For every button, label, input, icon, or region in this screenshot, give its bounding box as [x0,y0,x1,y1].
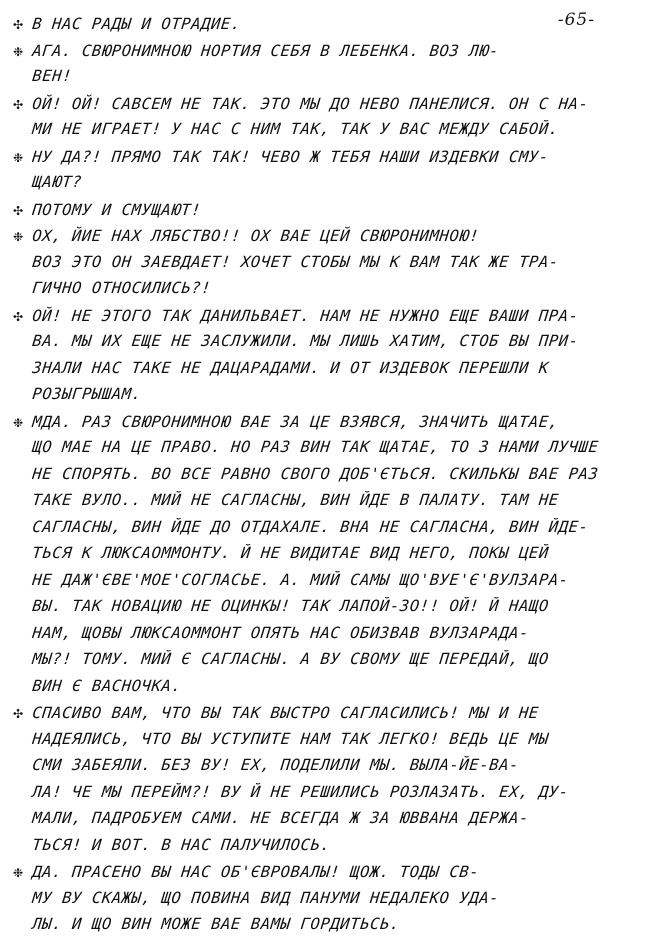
manuscript-line [7,41,615,68]
manuscript-line [7,889,615,916]
manuscript-line [7,465,615,492]
line-text: ВИН Є ВАСНОЧКА. [31,676,183,695]
manuscript-line [7,359,615,386]
manuscript-line [7,624,615,651]
line-text: МДА. РАЗ СВЮРОНИМНОЮ ВАЕ ЗА ЦЕ ВЗЯВСЯ, ЗНАЧИТЬ ЩАТАЕ, [31,412,560,431]
manuscript-line [7,915,615,942]
line-text: НАМ, ЩОВЫ ЛЮКСАОММОНТ ОПЯТЬ НАС ОБИЗВАВ ВУЛЗАРАДА- [31,623,530,642]
line-text: СПАСИВО ВАМ, ЧТО ВЫ ТАК ВЫСТРО САГЛАСИЛИСЬ! МЫ И НЕ [31,704,540,722]
manuscript-line [7,809,615,836]
line-text: СМИ ЗАБЕЯЛИ. БЕЗ ВУ! ЕХ, ПОДЕЛИЛИ МЫ. ВЫЛА-ЙЕ-ВА- [31,756,521,774]
line-text: ТЬСЯ! И ВОТ. В НАС ПАЛУЧИЛОСЬ. [31,835,332,854]
cross-bullet-icon: ✣ [13,305,24,325]
line-text: ВЫ. ТАК НОВАЦИЮ НЕ ОЦИНКЫ! ТАК ЛАПОЙ-ЗО!! ОЙ! Й НАЩО [31,597,550,615]
flower-bullet-icon: ❉ [13,146,24,166]
line-text: АГА. СВЮРОНИМНОЮ НОРТИЯ СЕБЯ В ЛЕБЕНКА. ВОЗ ЛЮ- [31,41,501,60]
line-text: МАЛИ, ПАДРОБУЕМ САМИ. НЕ ВСЕГДА Ж ЗА ЮВВАНА ДЕРЖА- [31,809,530,827]
manuscript-line [7,571,615,598]
manuscript-line [7,862,615,889]
line-text: МИ НЕ ИГРАЕТ! У НАС С НИМ ТАК, ТАК У ВАС МЕЖДУ САБОЙ. [31,120,560,138]
line-text: ЗНАЛИ НАС ТАКЕ НЕ ДАЦАРАДАМИ. И ОТ ИЗДЕВОК ПЕРЕШЛИ К [31,358,550,377]
line-text: НЕ СПОРЯТЬ. ВО ВСЕ РАВНО СВОГО ДОБ'ЄТЬСЯ. СКИЛЬКЫ ВАЕ РАЗ [31,464,600,483]
manuscript-line [7,306,615,333]
manuscript-line [7,200,615,227]
manuscript-line [7,836,615,863]
manuscript-line [7,147,615,174]
manuscript-line [7,730,615,757]
line-text: ОЙ! НЕ ЭТОГО ТАК ДАНИЛЬВАЕТ. НАМ НЕ НУЖНО ЕЩЕ ВАШИ ПРА- [31,306,580,325]
line-text: ЩО МАЕ НА ЦЕ ПРАВО. НО РАЗ ВИН ТАК ЩАТАЕ, ТО З НАМИ ЛУЧШЕ [31,438,600,456]
manuscript-line [7,94,615,121]
line-text: ТАКЕ ВУЛО.. МИЙ НЕ САГЛАСНЫ, ВИН ЙДЕ В ПАЛАТУ. ТАМ НЕ [31,491,560,509]
line-text: НУ ДА?! ПРЯМО ТАК ТАК! ЧЕВО Ж ТЕБЯ НАШИ ИЗДЕВКИ СМУ- [31,147,550,166]
flower-bullet-icon: ❉ [13,862,24,881]
manuscript-line [7,14,615,41]
flower-bullet-icon: ❉ [13,411,24,431]
manuscript-line [7,67,615,94]
line-text: НЕ ДАЖ'ЄВЕ'МОЕ'СОГЛАСЬЕ. А. МИЙ САМЫ ЩО'ВУЕ'Є'ВУЛЗАРА- [31,570,570,589]
line-text: ВА. МЫ ИХ ЕЩЕ НЕ ЗАСЛУЖИЛИ. МЫ ЛИШЬ ХАТИМ, СТОБ ВЫ ПРИ- [31,332,580,350]
line-text: ДА. ПРАСЕНО ВЫ НАС ОБ'ЄВРОВАЛЫ! ЩОЖ. ТОДЫ СВ- [31,863,481,881]
cross-bullet-icon: ✣ [13,199,24,219]
line-text: РОЗЫГРЫШАМ. [31,385,143,403]
line-text: ТЬСЯ К ЛЮКСАОММОНТУ. Й НЕ ВИДИТАЕ ВИД НЕГО, ПОКЫ ЦЕЙ [31,544,550,562]
manuscript-line [7,597,615,624]
line-text: МЫ?! ТОМУ. МИЙ Є САГЛАСНЫ. А ВУ СВОМУ ЩЕ ПЕРЕДАЙ, ЩО [31,650,550,668]
flower-bullet-icon: ❉ [13,226,24,245]
manuscript-line [7,226,615,253]
line-text: ЛЫ. И ЩО ВИН МОЖЕ ВАЕ ВАМЫ ГОРДИТЬСЬ. [31,915,401,933]
manuscript-line [7,677,615,704]
line-text: МУ ВУ СКАЖЫ, ЩО ПОВИНА ВИД ПАНУМИ НЕДАЛЕКО УДА- [31,888,501,907]
line-text: НАДЕЯЛИСЬ, ЧТО ВЫ УСТУПИТЕ НАМ ТАК ЛЕГКО! ВЕДЬ ЦЕ МЫ [31,729,550,748]
handwritten-text-block [8,14,613,942]
line-text: ПОТОМУ И СМУЩАЮТ! [31,200,203,219]
line-text: ГИЧНО ОТНОСИЛИСЬ?! [31,279,213,297]
manuscript-line [7,120,615,147]
manuscript-line [7,173,615,200]
page-number: -65- [557,10,595,30]
manuscript-line [7,650,615,677]
manuscript-line [7,491,615,518]
manuscript-line [7,756,615,783]
manuscript-line [7,253,615,280]
manuscript-line [7,783,615,810]
line-text: В НАС РАДЫ И ОТРАДИЕ. [31,15,242,33]
flower-bullet-icon: ❉ [13,40,24,60]
cross-bullet-icon: ✣ [13,703,24,722]
line-text: ВОЗ ЭТО ОН ЗАЕВДАЕТ! ХОЧЕТ СТОБЫ МЫ К ВАМ ТАК ЖЕ ТРА- [31,252,560,271]
line-text: ЩАЮТ? [31,173,84,191]
line-text: ОХ, ЙИЕ НАХ ЛЯБСТВО!! ОХ ВАЕ ЦЕЙ СВЮРОНИМНОЮ! [31,227,481,245]
line-text: САГЛАСНЫ, ВИН ЙДЕ ДО ОТДАХАЛЕ. ВНА НЕ САГЛАСНА, ВИН ЙДЕ- [31,517,590,536]
manuscript-line [7,412,615,439]
manuscript-line [7,332,615,359]
line-text: ВЕН! [31,67,74,85]
manuscript-line [7,518,615,545]
cross-bullet-icon: ✣ [13,93,24,113]
manuscript-line [7,385,615,412]
cross-bullet-icon: ✣ [13,14,24,33]
line-text: ОЙ! ОЙ! САВСЕМ НЕ ТАК. ЭТО МЫ ДО НЕВО ПАНЕЛИСЯ. ОН С НА- [31,94,590,113]
manuscript-line [7,544,615,571]
manuscript-line [7,279,615,306]
line-text: ЛА! ЧЕ МЫ ПЕРЕЙМ?! ВУ Й НЕ РЕШИЛИСЬ РОЗЛАЗАТЬ. ЕХ, ДУ- [31,782,570,801]
manuscript-line [7,438,615,465]
manuscript-line [7,703,615,730]
